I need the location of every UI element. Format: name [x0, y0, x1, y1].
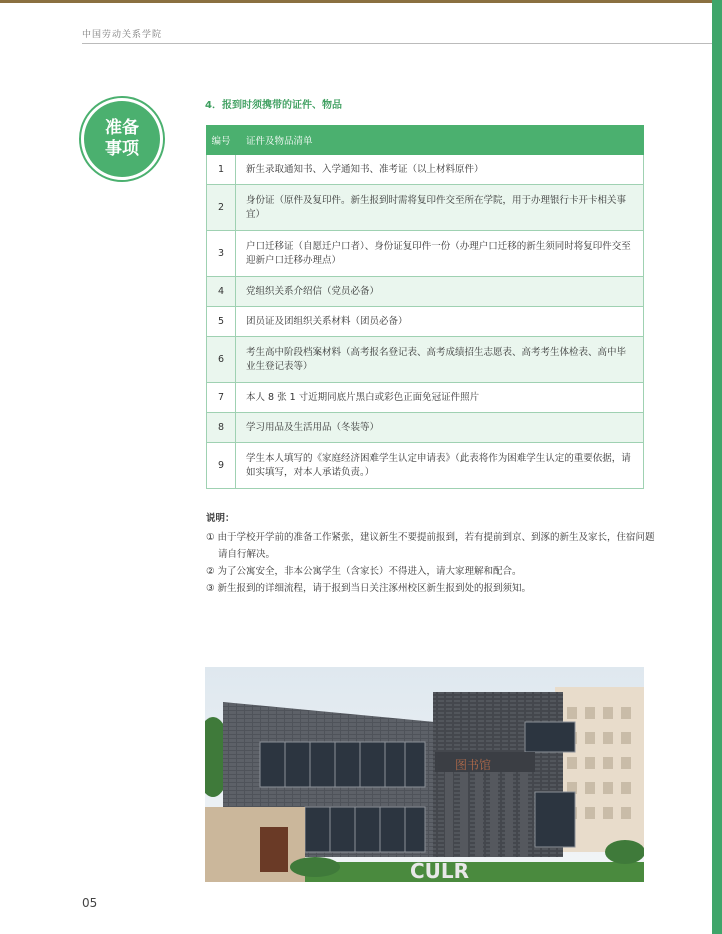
- row-text: 身份证（原件及复印件。新生报到时需将复印件交至所在学院，用于办理银行卡开卡相关事宜）: [236, 185, 644, 231]
- note-item: ① 由于学校开学前的准备工作紧张，建议新生不要提前报到，若有提前到京、到涿的新生及家长，住宿问题请自行解决。: [206, 532, 655, 560]
- badge-line-2: 事项: [105, 139, 139, 159]
- right-accent-bar: [712, 0, 722, 934]
- row-number: 4: [207, 277, 236, 307]
- top-accent-bar: [0, 0, 722, 3]
- row-number: 7: [207, 383, 236, 413]
- header-divider: [82, 43, 712, 44]
- table-row: [207, 231, 644, 277]
- row-text: 本人 8 张 1 寸近期同底片黑白或彩色正面免冠证件照片: [236, 383, 644, 413]
- row-text: 新生录取通知书、入学通知书、准考证（以上材料原件）: [236, 155, 644, 185]
- row-number: 9: [207, 443, 236, 489]
- row-text: 户口迁移证（自愿迁户口者）、身份证复印件一份（办理户口迁移的新生须同时将复印件交至迎新户口迁移办理点）: [236, 231, 644, 277]
- facade-text: 图书馆: [455, 758, 492, 772]
- table-row: [207, 337, 644, 383]
- table-row: [207, 413, 644, 443]
- row-number: 3: [207, 231, 236, 277]
- header-item-list: 证件及物品清单: [236, 126, 644, 155]
- header-institution: 中国劳动关系学院: [82, 30, 163, 40]
- header-number: 编号: [207, 126, 236, 155]
- sign-text: CULR: [410, 859, 470, 882]
- row-text: 学生本人填写的《家庭经济困难学生认定申请表》（此表将作为困难学生认定的重要依据，请如实填写，对本人承诺负责。）: [236, 443, 644, 489]
- row-number: 8: [207, 413, 236, 443]
- row-number: 1: [207, 155, 236, 185]
- badge-line-1: 准备: [105, 118, 139, 138]
- row-text: 学习用品及生活用品（冬装等）: [236, 413, 644, 443]
- table-row: [207, 383, 644, 413]
- table-row: [207, 307, 644, 337]
- row-number: 2: [207, 185, 236, 231]
- notes-block: [206, 510, 656, 597]
- note-item: ② 为了公寓安全，非本公寓学生（含家长）不得进入，请大家理解和配合。: [206, 566, 522, 577]
- items-table: [206, 125, 644, 489]
- table-row: [207, 185, 644, 231]
- table-row: [207, 277, 644, 307]
- row-text: 团员证及团组织关系材料（团员必备）: [236, 307, 644, 337]
- table-row: [207, 443, 644, 489]
- row-text: 考生高中阶段档案材料（高考报名登记表、高考成绩招生志愿表、高考考生体检表、高中毕业生登记表等）: [236, 337, 644, 383]
- row-text: 党组织关系介绍信（党员必备）: [236, 277, 644, 307]
- section-badge: [79, 96, 165, 182]
- section-title: 4．报到时须携带的证件、物品: [205, 100, 342, 111]
- row-number: 6: [207, 337, 236, 383]
- table-row: [207, 155, 644, 185]
- table-header-row: [207, 126, 644, 155]
- row-number: 5: [207, 307, 236, 337]
- page-number: 05: [82, 896, 98, 910]
- notes-label: 说明：: [206, 513, 235, 524]
- note-item: ③ 新生报到的详细流程，请于报到当日关注涿州校区新生报到处的报到须知。: [206, 583, 532, 594]
- campus-building-photo: [205, 667, 644, 882]
